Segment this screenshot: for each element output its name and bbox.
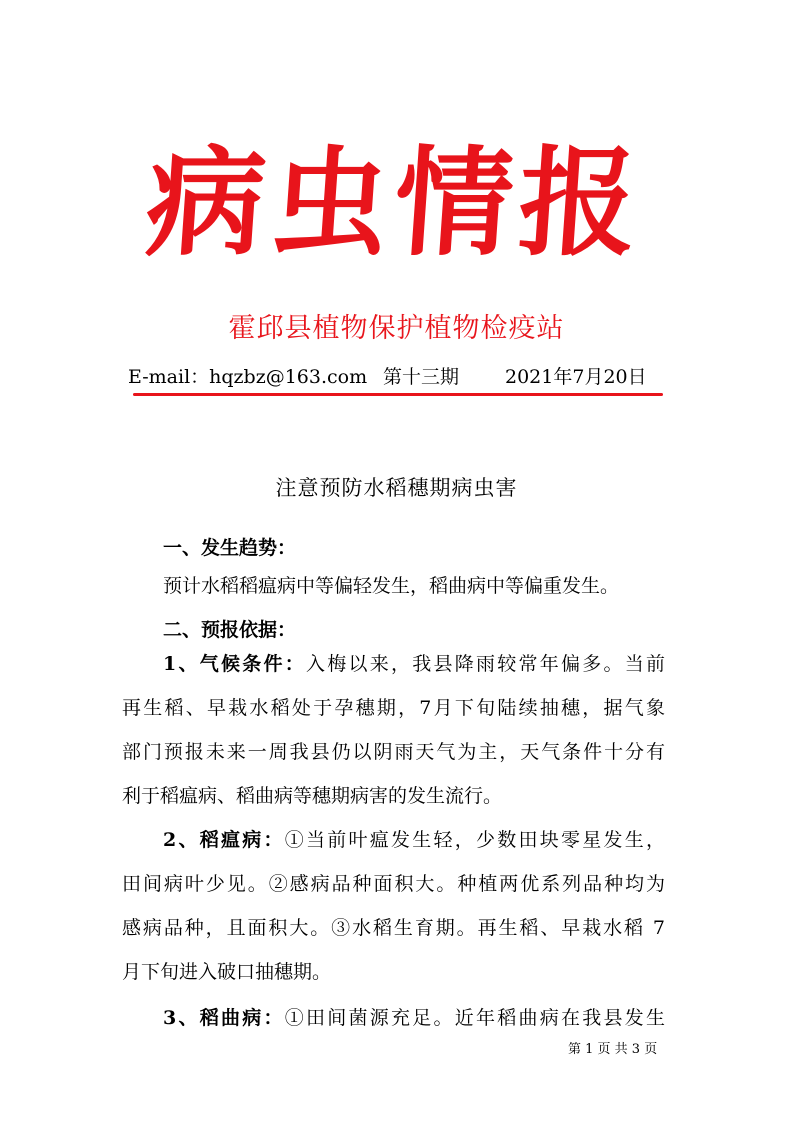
subsection-label: 2、稻瘟病：	[163, 829, 285, 851]
issue-date: 2021年7月20日	[505, 366, 647, 388]
paragraph-line: 部门预报未来一周我县仍以阴雨天气为主，天气条件十分有	[122, 741, 665, 763]
subsection-label: 3、稻曲病：	[163, 1007, 285, 1029]
paragraph-line: 3、稻曲病：①田间菌源充足。近年稻曲病在我县发生	[163, 1007, 665, 1029]
paragraph: 预计水稻稻瘟病中等偏轻发生，稻曲病中等偏重发生。	[163, 575, 620, 597]
paragraph-line: 再生稻、早栽水稻处于孕穗期，7月下旬陆续抽穗，据气象	[122, 697, 665, 719]
paragraph-line: 2、稻瘟病：①当前叶瘟发生轻，少数田块零星发生，	[163, 829, 665, 851]
page-number: 第 1 页 共 3 页	[568, 1042, 658, 1057]
paragraph-line: 田间病叶少见。②感病品种面积大。种植两优系列品种均为	[122, 873, 665, 895]
issue-number: 第十三期	[383, 366, 460, 388]
organization-name: 霍邱县植物保护植物检疫站	[228, 313, 565, 344]
paragraph-line: 月下旬进入破口抽穗期。	[122, 961, 332, 983]
subsection-label: 1、气候条件：	[163, 653, 306, 675]
masthead-title: 病虫情报	[142, 134, 648, 272]
section-heading: 一、发生趋势：	[163, 537, 297, 559]
header-divider	[133, 393, 663, 396]
paragraph-line: 感病品种，且面积大。③水稻生育期。再生稻、早栽水稻 7	[122, 917, 665, 939]
paragraph-line: 1、气候条件：入梅以来，我县降雨较常年偏多。当前	[163, 653, 665, 675]
paragraph-line: 利于稻瘟病、稻曲病等穗期病害的发生流行。	[122, 785, 503, 807]
email: E-mail：hqzbz@163.com	[128, 366, 368, 388]
section-heading: 二、预报依据：	[163, 619, 297, 641]
article-title: 注意预防水稻穗期病虫害	[275, 476, 518, 500]
